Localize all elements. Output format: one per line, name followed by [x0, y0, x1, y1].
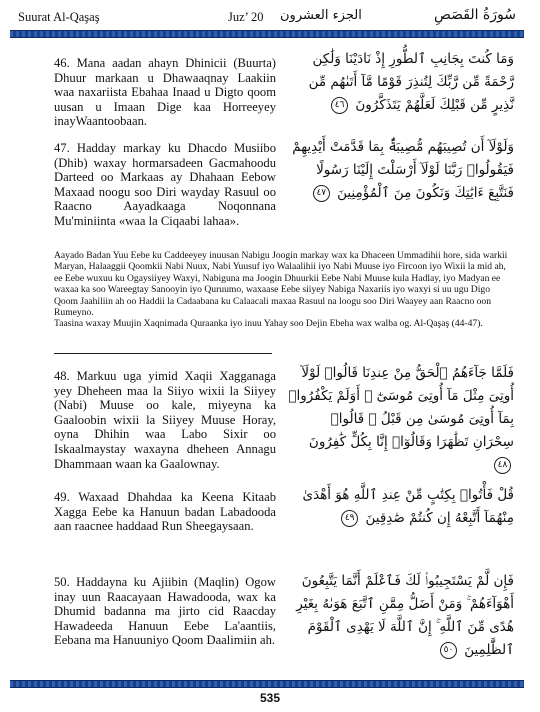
verse-arabic [288, 136, 514, 205]
verse-translation: 49. Waxaad Dhahdaa ka Keena Kitaab Xagga Eebe ka Hanuun badan Labadooda aan raacnee haddaad Run Sheegaysaan. [54, 490, 276, 534]
juz-arabic-label: الجزء العشرون [280, 8, 362, 23]
verse-arabic [288, 570, 514, 662]
verse-arabic [288, 362, 514, 477]
commentary-paragraph: Aayado Badan Yuu Eebe ku Caddeeyey inuusan Nabigu Joogin markay wax ka Dhaceen Ummadihii hore, sida warkii Maryan, Halaaggii Qoomkii Nabi Nuux, Nabi Yuusuf iyo Walaalihii iyo Nabi Muuse iyo Fircoon iyo Wixii la mid ah, ee Eebe wuxuu ku Ogaysiiyey Waxyi, Nabiguna ma Joogin Dhuurkii Eebe Nabi Muuse kula Hadlay, iyo Madyan ee waxaa ka soo Wareegtay Sanooyin iyo Quruumo, waxaase Eebe siiyey Nabiga Naxariis iyo waxyi si uu ugu Digo Qoom Jaahiliin ah oo Haddii la Cadaabana ku Calaacali maxaa Rasuul na loogu soo Diri Waayey aan Raacno oon Rumeyno. [54, 250, 508, 319]
verse-arabic-text: وَمَا كُنتَ بِجَانِبِ ٱلطُّورِ إِذْ نَادَيْنَا وَلَٰكِن رَّحْمَةً مِّن رَّبِّكَ لِتُنذِرَ قَوْمًا مَّآ أَتَىٰهُم مِّن نَّذِيرٍ مِّن قَبْلِكَ لَعَلَّهُمْ يَتَذَكَّرُونَ [308, 51, 514, 113]
verse-translation: 47. Hadday markay ku Dhacdo Musiibo (Dhib) waxay hormarsadeen Gacmahoodu Darteed oo Markaas ay Dhahaan Eebow Maxaad noogu soo Diri wayday Rasuul oo Raacno Aayadkaaga Noqonnana Mu'miniinta «waa la Ciqaabi lahaa». [54, 141, 276, 228]
verse-arabic [288, 48, 514, 117]
commentary-block [54, 250, 514, 330]
page-header [14, 6, 526, 30]
verse-translation: 46. Mana aadan ahayn Dhinicii (Buurta) Dhuur markaan u Dhawaaqnay Laakiin waa naxariista Ebahaa Inaad u Digto qoom uusan u Imaan Dige kaa Horreeyey inayWaantoobaan. [54, 56, 276, 129]
verse-arabic [288, 484, 514, 530]
verse-end-marker: ٤٨ [494, 457, 511, 474]
juz-label: Juz’ 20 [228, 10, 264, 24]
surah-arabic-title: سُورَةُ القَصَصِ [433, 7, 516, 23]
surah-name-label: Suurat Al-Qaşaş [18, 10, 100, 24]
verse-arabic-text: فَلَمَّا جَآءَهُمُ ٱلْحَقُّ مِنْ عِندِنَا قَالُوا۟ لَوْلَآ أُوتِىَ مِثْلَ مَآ أُوتِىَ مُوسَىٰٓ ۚ أَوَلَمْ يَكْفُرُوا۟ بِمَآ أُوتِىَ مُوسَىٰ مِن قَبْلُ ۖ قَالُوا۟ سِحْرَانِ تَظَٰهَرَا وَقَالُوٓا۟ إِنَّا بِكُلٍّ كَٰفِرُونَ [288, 365, 514, 450]
page-number: 535 [259, 691, 281, 705]
commentary-paragraph: Taasina waxay Muujin Xaqnimada Quraanka iyo inuu Yahay soo Dejin Ebeha wax walba og. Al-Qaşaş (44-47). [54, 318, 483, 330]
bottom-decorative-band [10, 680, 524, 688]
verse-arabic-text: فَإِن لَّمْ يَسْتَجِيبُوا۟ لَكَ فَٱعْلَمْ أَنَّمَا يَتَّبِعُونَ أَهْوَآءَهُمْ ۚ وَمَنْ أَضَلُّ مِمَّنِ ٱتَّبَعَ هَوَىٰهُ بِغَيْرِ هُدًى مِّنَ ٱللَّهِ ۚ إِنَّ ٱللَّهَ لَا يَهْدِى ٱلْقَوْمَ ٱلظَّٰلِمِينَ [296, 573, 514, 658]
verse-arabic-text: وَلَوْلَآ أَن تُصِيبَهُم مُّصِيبَةٌۢ بِمَا قَدَّمَتْ أَيْدِيهِمْ فَيَقُولُوا۟ رَبَّنَا لَوْلَآ أَرْسَلْتَ إِلَيْنَا رَسُولًا فَنَتَّبِعَ ءَايَٰتِكَ وَنَكُونَ مِنَ ٱلْمُؤْمِنِينَ [292, 139, 514, 201]
verse-end-marker: ٤٦ [331, 97, 348, 114]
verse-arabic-text: قُلْ فَأْتُوا۟ بِكِتَٰبٍ مِّنْ عِندِ ٱللَّهِ هُوَ أَهْدَىٰ مِنْهُمَآ أَتَّبِعْهُ إِن كُنتُمْ صَٰدِقِينَ [302, 487, 514, 526]
section-divider [54, 353, 272, 354]
verse-translation: 50. Haddayna ku Ajiibin (Maqlin) Ogow inay uun Raacayaan Hawadooda, wax ka Dhumid badanna ma jirto cid Raacday Hawadeeda Hanuun Eebe La'aantiis, Eebana ma Hanuuniyo Qoom Daalimiin ah. [54, 575, 276, 648]
verse-end-marker: ٥٠ [440, 642, 457, 659]
top-decorative-band [10, 30, 524, 38]
verse-end-marker: ٤٧ [313, 185, 330, 202]
verse-translation: 48. Markuu uga yimid Xaqii Xagganaga yey Dheheen maa la Siiyo wixii la Siiyey (Nabi) Muuse oo kale, miyeyna ka Gaaloobin wixii la Siiyey Muuse Horay, oyna Dhihin waa Labo Sixir oo Iskaalmaystay waxayna dheheen Annagu Dhammaan waan ka Gaalownay. [54, 369, 276, 471]
verse-end-marker: ٤٩ [341, 510, 358, 527]
